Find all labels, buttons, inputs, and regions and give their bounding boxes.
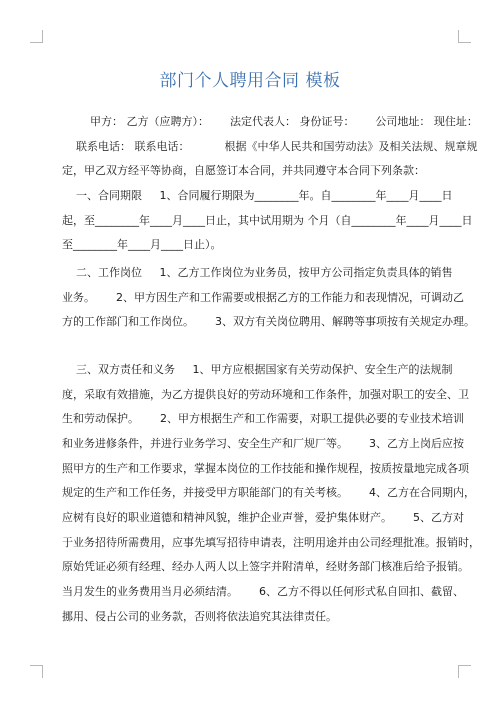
text-line: 规定的生产和工作任务，并接受甲方职能部门的有关考核。 4、乙方在合同期内， — [62, 486, 475, 499]
text-line: 联系电话： 联系电话： 根据《中华人民共和国劳动法》及相关法规、规章规 — [62, 140, 478, 153]
crop-mark-bottom-left — [30, 665, 43, 678]
text-line: 照甲方的生产和工作要求，掌握本岗位的工作技能和操作规程，按质按量地完成各项 — [62, 462, 469, 475]
text-line: 起，至________年____月____日止，其中试用期为 个月（自________年____月____日 — [62, 214, 473, 227]
text-line: 至________年____月____日止）。 — [62, 238, 222, 251]
text-line: 二、工作岗位 1、乙方工作岗位为业务员，按甲方公司指定负责具体的销售 — [62, 266, 453, 279]
text-line: 原始凭证必须有经理、经办人两人以上签字并附清单，经财务部门核准后给予报销。 — [62, 560, 469, 573]
text-line: 于业务招待所需费用，应事先填写招待申请表，注明用途并由公司经理批准。报销时， — [62, 536, 480, 549]
text-line: 一、合同期限 1、合同履行期限为________年。自________年____月____日 — [62, 189, 453, 202]
crop-mark-top-right — [458, 30, 471, 43]
crop-mark-top-left — [30, 30, 43, 43]
text-line: 定，甲乙双方经平等协商，自愿签订本合同，并共同遵守本合同下列条款： — [62, 164, 425, 177]
text-line: 应树有良好的职业道德和精神风貌，维护企业声誉，爱护集体财产。 5、乙方对 — [62, 511, 464, 524]
document-title: 部门个人聘用合同 模板 — [159, 71, 341, 91]
crop-mark-bottom-right — [458, 665, 471, 678]
text-line: 生和劳动保护。 2、甲方根据生产和工作需要，对职工提供必要的专业技术培训 — [62, 412, 464, 425]
text-line: 业务。 2、甲方因生产和工作需要或根据乙方的工作能力和表现情况，可调动乙 — [62, 291, 464, 304]
text-line: 三、双方责任和义务 1、甲方应根据国家有关劳动保护、安全生产的法规制 — [62, 363, 453, 376]
text-line: 当月发生的业务费用当月必须结清。 6、乙方不得以任何形式私自回扣、截留、 — [62, 585, 464, 598]
text-line: 挪用、侵占公司的业务款，否则将依法追究其法律责任。 — [62, 610, 337, 623]
text-line: 方的工作部门和工作岗位。 3、双方有关岗位聘用、解聘等事项按有关规定办理。 — [62, 315, 475, 328]
text-line: 和业务进修条件，并进行业务学习、安全生产和厂规厂等。 3、乙方上岗后应按 — [62, 437, 464, 450]
text-line: 甲方： 乙方（应聘方）： 法定代表人： 身份证号： 公司地址： 现住址： — [62, 115, 478, 128]
text-line: 度，采取有效措施，为乙方提供良好的劳动环境和工作条件，加强对职工的安全、卫 — [62, 388, 469, 401]
